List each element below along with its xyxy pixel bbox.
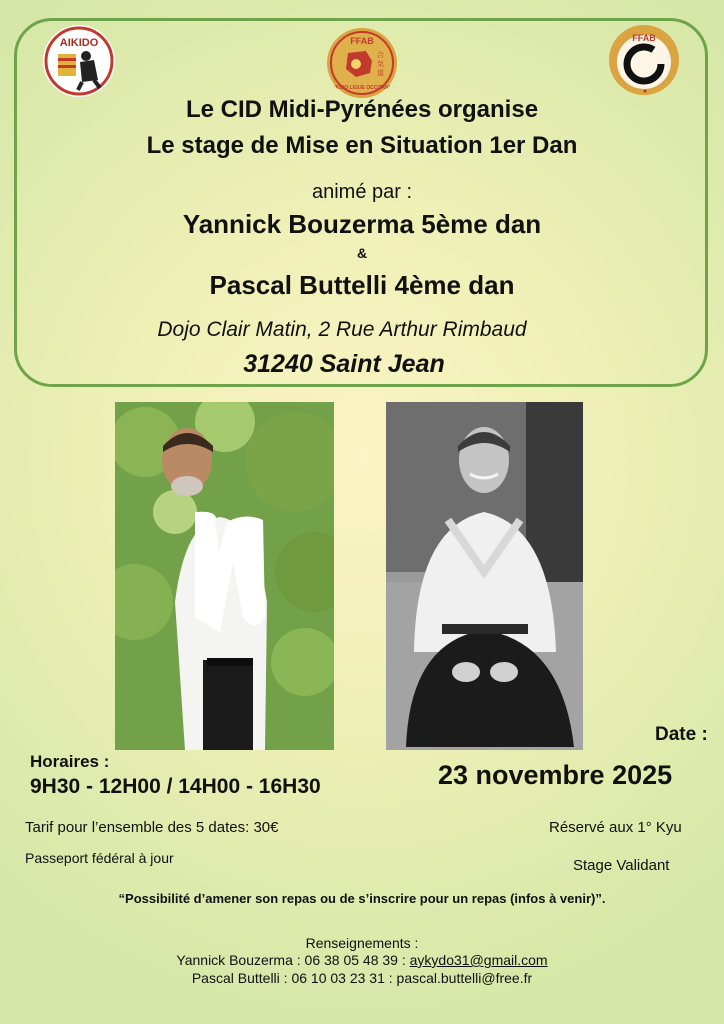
contact-pascal: Pascal Buttelli : 06 10 03 23 31 : pascal.buttelli@free.fr <box>191 970 533 986</box>
price-info: Tarif pour l’ensemble des 5 dates: 30€ <box>25 819 279 836</box>
instructor-1-photo <box>115 402 334 750</box>
passport-requirement: Passeport fédéral à jour <box>25 850 174 866</box>
contact-yannick <box>0 952 724 968</box>
stage-validant-info: Stage Validant <box>573 857 670 874</box>
schedule-value: 9H30 - 12H00 / 14H00 - 16H30 <box>30 775 321 798</box>
logo-center-subtext: AIKIDO LIGUE OCCITANIE <box>330 85 394 91</box>
ffab-ligue-occitanie-logo <box>326 27 398 99</box>
instructor-2-photo <box>386 402 583 750</box>
venue-address: Dojo Clair Matin, 2 Rue Arthur Rimbaud <box>157 318 527 341</box>
svg-text:道: 道 <box>377 69 384 77</box>
venue-city: 31240 Saint Jean <box>243 350 445 378</box>
eligibility-info: Réservé aux 1° Kyu <box>549 819 682 836</box>
ampersand: & <box>356 245 368 261</box>
ffab-enso-logo <box>608 24 680 96</box>
contact-yannick-text: Yannick Bouzerma : 06 38 05 48 39 : <box>176 952 410 968</box>
instructor-1: Yannick Bouzerma 5ème dan <box>182 209 542 239</box>
date-value: 23 novembre 2025 <box>438 760 673 790</box>
logo-center-text: FFAB <box>350 36 374 46</box>
contact-title: Renseignements : <box>305 935 419 951</box>
organiser-title: Le CID Midi-Pyrénées organise <box>185 96 539 123</box>
svg-text:気: 気 <box>377 60 384 68</box>
event-title: Le stage de Mise en Situation 1er Dan <box>146 132 578 159</box>
meal-note: “Possibilité d’amener son repas ou de s’inscrire pour un repas (infos à venir)”. <box>118 891 606 906</box>
logo-left-text: AIKIDO <box>59 37 99 49</box>
anime-par-label: animé par : <box>311 181 413 203</box>
logo-right-text: FFAB <box>632 33 656 43</box>
aikido-club-logo <box>42 24 116 98</box>
contact-yannick-email-link[interactable]: aykydo31@gmail.com <box>409 952 548 968</box>
instructor-2: Pascal Buttelli 4ème dan <box>209 270 515 300</box>
svg-text:合: 合 <box>377 51 384 59</box>
date-label: Date : <box>655 724 708 745</box>
schedule-label: Horaires : <box>30 752 110 771</box>
